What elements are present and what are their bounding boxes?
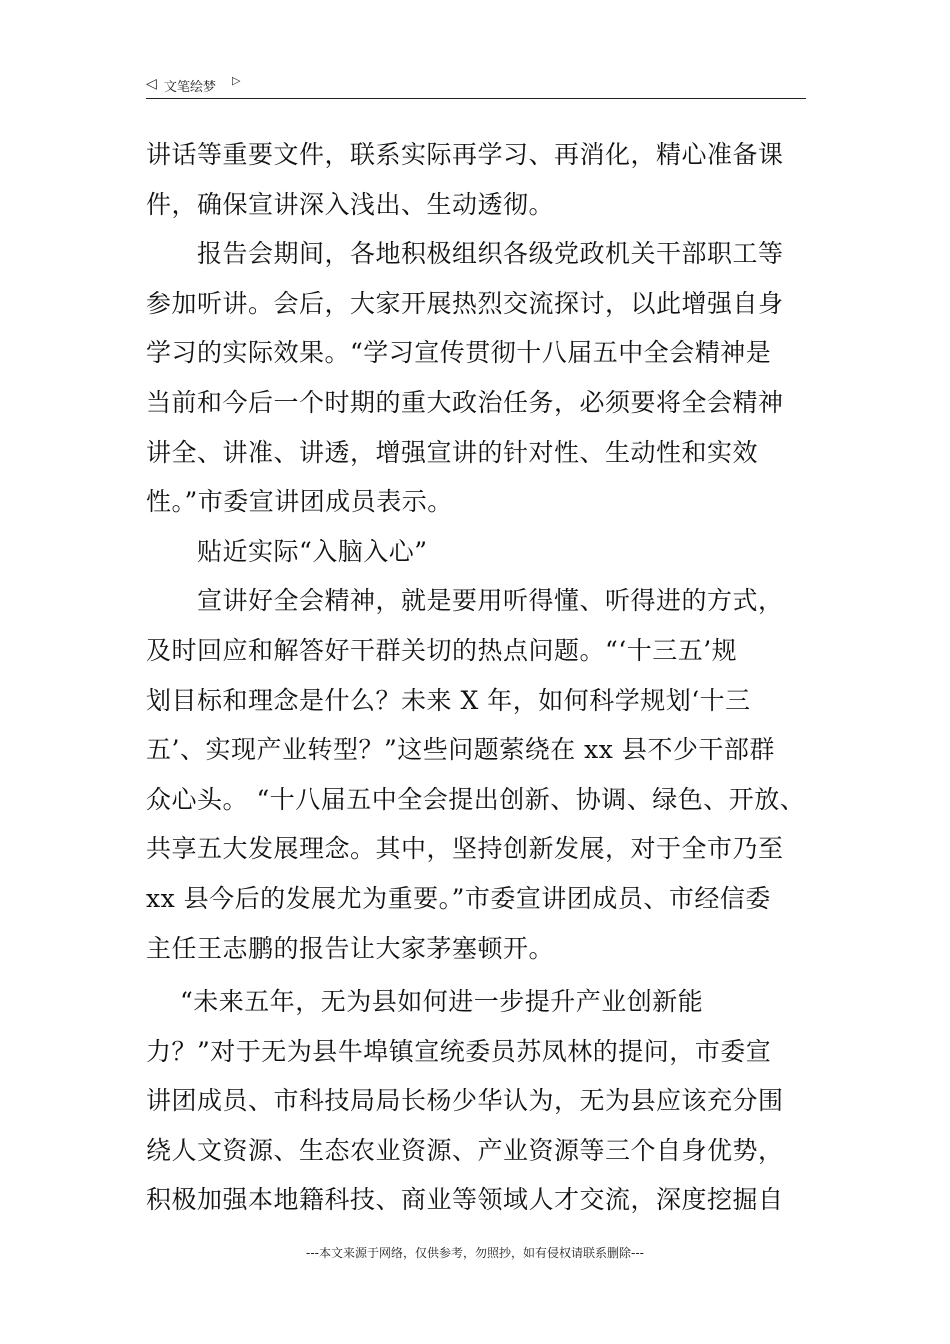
- text-line: 绕人文资源、生态农业资源、产业资源等三个自身优势，: [146, 1135, 784, 1165]
- text-line: 划目标和理念是什么？未来 X 年，如何科学规划‘十三: [146, 685, 751, 715]
- right-triangle-icon: ▷: [232, 74, 241, 87]
- text-line: 积极加强本地籍科技、商业等领域人才交流，深度挖掘自: [146, 1185, 784, 1215]
- text-line: 力？”对于无为县牛埠镇宣统委员苏凤林的提问，市委宣: [146, 1036, 772, 1066]
- text-line: 当前和今后一个时期的重大政治任务，必须要将全会精神: [146, 387, 784, 417]
- header-title: 文笔绘梦: [164, 80, 217, 95]
- text-line: xx 县今后的发展尤为重要。”市委宣讲团成员、市经信委: [146, 883, 771, 913]
- text-line: 五’、实现产业转型？”这些问题萦绕在 xx 县不少干部群: [146, 735, 775, 765]
- text-line: 众心头。 “十八届五中全会提出创新、协调、绿色、开放、: [146, 784, 806, 814]
- text-line: 共享五大发展理念。其中，坚持创新发展，对于全市乃至: [146, 834, 784, 864]
- page-header: [146, 72, 806, 99]
- text-line: 件，确保宣讲深入浅出、生动透彻。: [146, 189, 555, 219]
- text-line: 参加听讲。会后，大家开展热烈交流探讨，以此增强自身: [146, 288, 784, 318]
- text-line: 报告会期间，各地积极组织各级党政机关干部职工等: [146, 239, 784, 269]
- document-body: [146, 130, 816, 1225]
- text-line: 及时回应和解答好干群关切的热点问题。“‘十三五’规: [146, 635, 738, 665]
- text-line: 讲全、讲准、讲透，增强宣讲的针对性、生动性和实效: [146, 437, 759, 467]
- text-line: 讲团成员、市科技局局长杨少华认为，无为县应该充分围: [146, 1086, 784, 1116]
- section-heading: 贴近实际“入脑入心”: [146, 536, 428, 566]
- text-line: 主任王志鹏的报告让大家茅塞顿开。: [146, 933, 555, 963]
- text-line: 讲话等重要文件，联系实际再学习、再消化，精心准备课: [146, 140, 784, 169]
- text-line: 学习的实际效果。“学习宣传贯彻十八届五中全会精神是: [146, 338, 772, 368]
- text-line: “未来五年，无为县如何进一步提升产业创新能: [146, 987, 704, 1017]
- text-line: 性。”市委宣讲团成员表示。: [146, 487, 453, 517]
- text-line: 宣讲好全会精神，就是要用听得懂、听得进的方式，: [146, 586, 784, 616]
- left-triangle-icon: ◁: [146, 76, 157, 92]
- footer-notice: ---本文来源于网络，仅供参考，勿照抄，如有侵权请联系删除---: [306, 1246, 644, 1260]
